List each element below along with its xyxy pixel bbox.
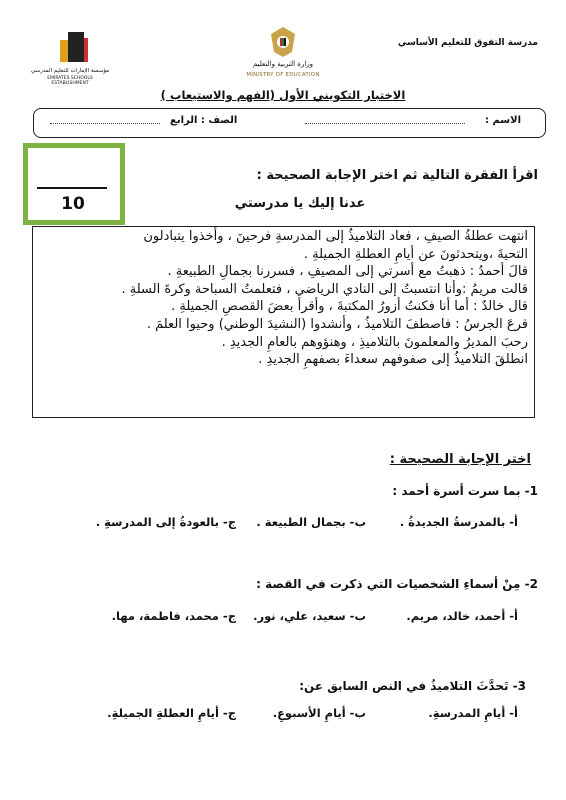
schools-establishment-logo — [50, 30, 90, 72]
passage-line: التحيةَ ،ويتحدثونَ عن أيامِ العطلةِ الجميلةِ . — [303, 246, 528, 262]
story-title: عدنا إليك يا مدرستي — [234, 196, 366, 211]
school-name: مدرسة التفوق للتعليم الأساسي — [397, 38, 538, 48]
question-3: 3- تَحدَّثَ التلاميذُ في النص السابق عن: — [299, 679, 526, 693]
ministry-name-ar: وزارة التربية والتعليم — [252, 60, 314, 68]
class-field[interactable] — [50, 123, 160, 124]
exam-title — [0, 88, 566, 102]
question-2: 2- مِنْ أسماءِ الشخصيات التي ذكرت في القصة : — [256, 577, 538, 591]
schools-establishment-name-en: EMIRATES SCHOOLS ESTABLISHMENT — [47, 76, 93, 86]
score-total: 10 — [61, 194, 85, 214]
passage-line: انتهت عطلةُ الصيفِ ، فعاد التلاميذُ إلى المدرسةِ فرحينَ ، وأخذوا يتبادلون — [143, 229, 528, 244]
schools-establishment-name-ar: مؤسسة الإمارات للتعليم المدرسي — [30, 68, 110, 74]
passage — [38, 228, 528, 369]
class-label: الصف : الرابع — [170, 115, 238, 126]
passage-line: رحبَ المديرُ والمعلمونَ بالتلاميذِ ، وهنؤوهم بالعامِ الجديدِ . — [221, 334, 528, 350]
question-1-option-c[interactable]: ج- بالعودةُ إلى المدرسةِ . — [95, 515, 236, 529]
question-2-option-c[interactable]: ج- محمد، فاطمة، مها. — [111, 609, 236, 623]
uae-emblem-icon — [265, 24, 301, 64]
passage-line: قال خالدٌ : أما أنا فكنتُ أزورُ المكتبةَ ، وأقرأ بعضَ القصصِ الجميلةِ . — [171, 299, 528, 315]
question-1-option-b[interactable]: ب- بجمال الطبيعة . — [256, 515, 366, 529]
question-1: 1- بما سرت أسرة أحمد : — [392, 484, 538, 498]
question-2-option-b[interactable]: ب- سعيد، علي، نور. — [253, 609, 366, 623]
passage-line: انطلقَ التلاميذُ إلى صفوفهم سعداءَ بصفهمِ الجديدِ . — [258, 352, 528, 368]
passage-line: قالَ أحمدُ : ذهبتُ مع أسرتي إلى المصيفِ ، فسررنا بجمالِ الطبيعةِ . — [167, 264, 528, 280]
instruction: اقرأ الفقرة التالية ثم اختر الإجابة الصحيحة : — [256, 168, 538, 183]
exam-title-text: الاختبار التكويني الأول (الفهم والاستيعاب ) — [160, 88, 406, 102]
ministry-name-en: MINISTRY OF EDUCATION — [246, 72, 320, 78]
question-3-option-a[interactable]: أ- أيامِ المدرسةِ. — [428, 706, 518, 720]
question-2-option-a[interactable]: أ- أحمد، خالد، مريم. — [406, 609, 518, 623]
questions-heading: اختر الإجابة الصحيحة : — [389, 452, 531, 467]
name-field[interactable] — [305, 123, 465, 124]
question-1-option-a[interactable]: أ- بالمدرسةُ الجديدةُ . — [399, 515, 518, 529]
passage-line: قالت مريمُ :وأنا انتسبتُ إلى النادي الرياضي ، فتعلمتُ السباحة وكرةَ السلةِ . — [121, 281, 528, 297]
name-label: الاسم : — [484, 115, 521, 126]
score-fraction-line — [37, 187, 107, 189]
passage-line: قرعَ الجرسُ : فاصطفَ التلاميذُ ، وأنشدوا (النشيدَ الوطني) وحيوا العلمَ . — [146, 316, 528, 332]
question-3-option-b[interactable]: ب- أيامِ الأسبوعِ. — [272, 706, 366, 720]
question-3-option-c[interactable]: ج- أيامِ العطلةِ الجميلةِ. — [107, 706, 236, 720]
